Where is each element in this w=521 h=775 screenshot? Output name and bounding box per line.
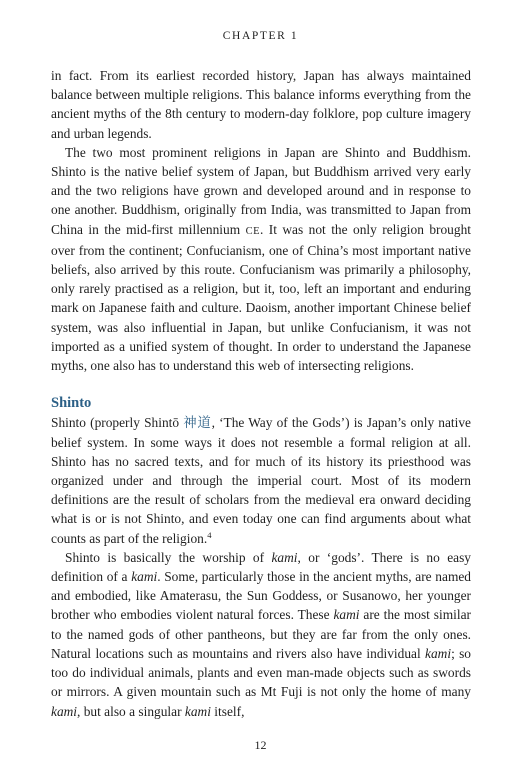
paragraph-text: Shinto (properly Shintō: [51, 415, 180, 431]
page-body: [51, 66, 471, 721]
paragraph-text: ; so too do individual animals, plants and even man-made objects such as swords or mirrors. A given mountain such as Mt Fuji is not only the home of many: [51, 645, 471, 700]
paragraph-text: Shinto is basically the worship of: [65, 549, 265, 565]
paragraph-kami: [51, 548, 471, 721]
italic-term: kami: [271, 549, 298, 565]
paragraph-text: . It was not the only religion brought over from the continent; Confucianism, one of China’s most important native beliefs, also arrived by this route. Confucianism was primarily a philosophy, only rarely practised as a religion, but it, too, left an important and enduring mark on Japanese faith and culture. Daoism, another important Chinese belief system, was also influential in Japan, but unlike Confucianism, it was not imported as a unified system of thought. In order to understand the Japanese myths, one also has to understand this web of intersecting religions.: [51, 221, 471, 374]
running-head: CHAPTER 1: [222, 30, 299, 42]
paragraph-text: , ‘The Way of the Gods’) is Japan’s only native belief system. In some ways it does not resemble a formal religion at all. Shinto has no sacred texts, and for much of its history its priesthood was organized under and through the imperial court. Most of its modern definitions are the result of scholars from the medieval era onward deciding what is or is not Shinto, and even today one can find arguments about what counts as part of the religion.: [51, 415, 472, 546]
italic-term: kami: [425, 645, 452, 661]
page-number: 12: [254, 738, 267, 752]
paragraph-text: , or ‘gods’. There is no easy definition of a: [51, 549, 471, 585]
paragraph-text: . Some, particularly those in the ancient myths, are named and embodied, like Amaterasu, the Sun Goddess, or Susanowo, her younger brother who embodies violent natural forces. These: [51, 569, 471, 623]
paragraph-text: The two most prominent religions in Japan are Shinto and Buddhism. Shinto is the native belief system of Japan, but Buddhism arrived very early and the two religions have grown and developed around and in response to one another. Buddhism, originally from India, was transmitted to Japan from China in the mid-first millennium: [51, 144, 471, 237]
kanji-shinto: 神道: [183, 415, 212, 431]
footnote-reference: 4: [207, 529, 212, 540]
paragraph-continuation: in fact. From its earliest recorded history, Japan has always maintained balance between multiple religions. This balance informs everything from the ancient myths of the 8th century to modern-day folklore, pop culture imagery and urban legends.: [51, 68, 471, 141]
italic-term: kami: [184, 703, 211, 719]
paragraph-shinto-definition: [51, 413, 471, 547]
paragraph-text: itself,: [214, 703, 245, 719]
paragraph-religions: [51, 143, 471, 375]
paragraph-text: are the most similar to the named gods of other pantheons, but they are far from the only ones. Natural locations such as mountains and rivers also have individual: [51, 607, 471, 661]
italic-term: kami: [131, 569, 158, 585]
section-heading-shinto: Shinto: [51, 395, 92, 412]
paragraph-text: , but also a singular: [77, 703, 182, 719]
italic-term: kami: [333, 607, 360, 623]
era-abbreviation: CE: [245, 225, 260, 237]
italic-term: kami: [51, 703, 78, 719]
